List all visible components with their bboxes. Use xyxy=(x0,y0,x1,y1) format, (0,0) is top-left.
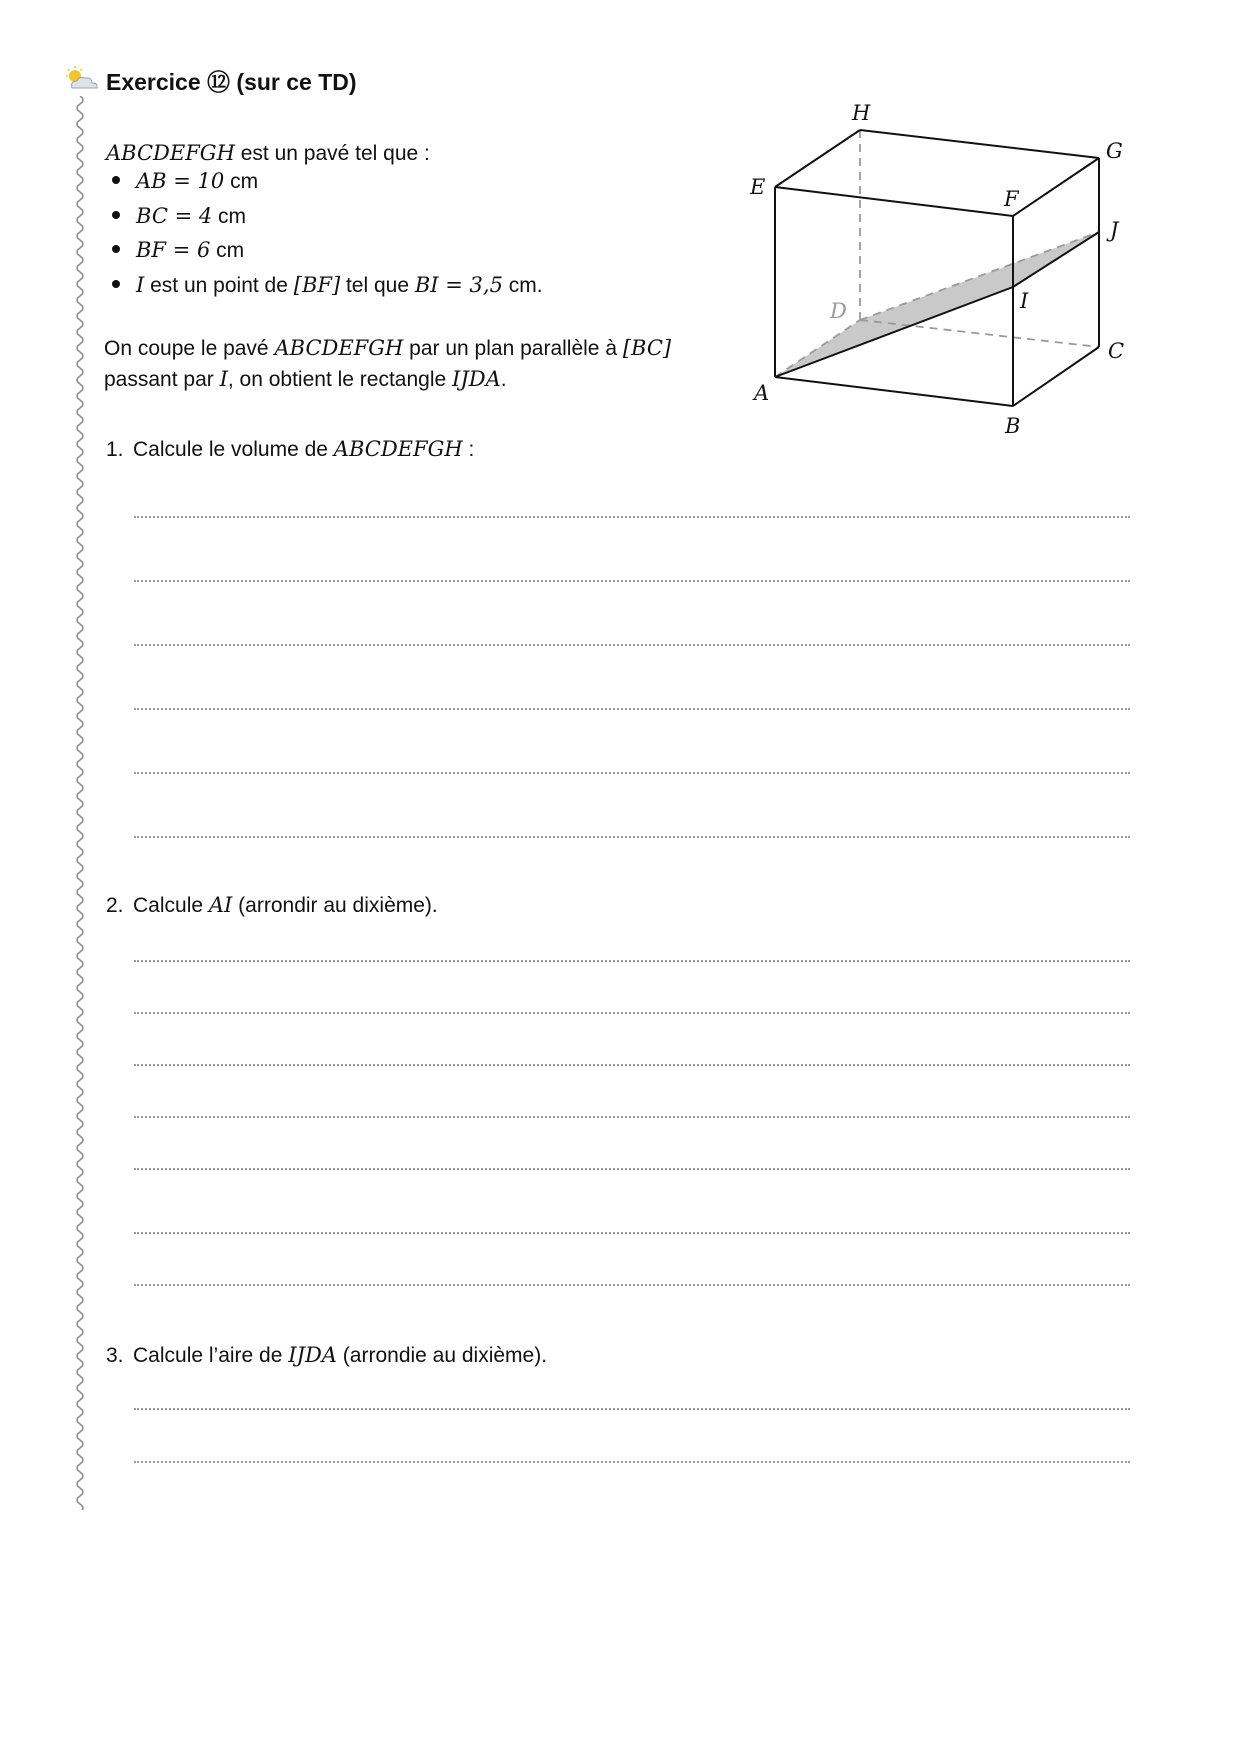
bullet-math: I xyxy=(136,272,145,297)
intro-line xyxy=(106,143,430,164)
answer-line[interactable] xyxy=(134,516,1130,518)
answer-line[interactable] xyxy=(134,1461,1130,1463)
label-a: A xyxy=(754,381,770,405)
bullet-math: BC = 4 xyxy=(136,203,213,228)
answer-line[interactable] xyxy=(134,708,1130,710)
answer-line[interactable] xyxy=(134,960,1130,962)
edge-ef xyxy=(775,187,1013,216)
label-g: G xyxy=(1106,139,1123,163)
bullet-text: cm. xyxy=(502,273,543,297)
edge-ab xyxy=(775,377,1013,406)
answer-line[interactable] xyxy=(134,1232,1130,1234)
para-text: passant par xyxy=(104,368,220,391)
label-b: B xyxy=(1005,414,1021,438)
bullet-text: cm xyxy=(212,204,247,228)
bullet-math: [BF] xyxy=(293,272,341,297)
question-text: (arrondie au dixième). xyxy=(336,1344,548,1367)
label-d: D xyxy=(830,299,847,323)
list-item xyxy=(112,273,543,308)
answer-line[interactable] xyxy=(134,772,1130,774)
answer-line[interactable] xyxy=(134,1408,1130,1410)
question-1 xyxy=(106,437,474,462)
answer-line[interactable] xyxy=(134,1012,1130,1014)
sun-cloud-icon xyxy=(64,66,100,92)
para-math: I xyxy=(219,367,228,391)
label-h: H xyxy=(852,101,871,125)
question-number: 2. xyxy=(106,894,124,917)
label-j: J xyxy=(1110,218,1119,242)
para-text: par un plan parallèle à xyxy=(403,337,623,360)
question-math: ABCDEFGH xyxy=(333,437,463,461)
bullet-text: cm xyxy=(210,239,245,262)
section-ijda xyxy=(775,232,1099,377)
question-math: IJDA xyxy=(288,1343,337,1367)
bullet-text: cm xyxy=(224,170,259,193)
list-item xyxy=(112,204,543,239)
cut-description xyxy=(104,333,684,395)
bullet-text: est un point de xyxy=(144,273,294,297)
question-text: (arrondir au dixième). xyxy=(232,894,438,917)
para-math: [BC] xyxy=(622,336,672,360)
answer-line[interactable] xyxy=(134,1116,1130,1118)
bullet-math: BI = 3,5 xyxy=(414,272,503,297)
bullet-text: tel que xyxy=(340,273,415,297)
answer-line[interactable] xyxy=(134,1064,1130,1066)
question-2 xyxy=(106,893,438,918)
intro-text: est un pavé tel que : xyxy=(240,142,430,165)
question-number: 1. xyxy=(106,438,124,461)
bullet-math: BF = 6 xyxy=(136,238,211,262)
edge-fg xyxy=(1013,158,1099,216)
list-item xyxy=(112,169,543,204)
question-text: : xyxy=(462,438,475,461)
given-list xyxy=(112,169,543,307)
para-text: On coupe le pavé xyxy=(104,337,275,360)
para-text: , on obtient le rectangle xyxy=(227,368,453,391)
margin-wavy-line xyxy=(72,96,88,1510)
answer-line[interactable] xyxy=(134,1284,1130,1286)
edge-ai xyxy=(775,287,1013,377)
question-text: Calcule l’aire de xyxy=(133,1344,289,1367)
question-math: AI xyxy=(208,893,233,917)
label-e: E xyxy=(750,175,766,199)
answer-line[interactable] xyxy=(134,1168,1130,1170)
answer-line[interactable] xyxy=(134,644,1130,646)
question-text: Calcule le volume de xyxy=(133,438,334,461)
edge-gh xyxy=(860,130,1099,158)
label-i: I xyxy=(1020,289,1029,313)
exercise-title: Exercice ⑫ (sur ce TD) xyxy=(106,69,357,95)
bullet-math: AB = 10 xyxy=(136,169,225,193)
intro-math: ABCDEFGH xyxy=(106,141,235,165)
para-math: ABCDEFGH xyxy=(274,336,404,360)
question-number: 3. xyxy=(106,1344,124,1367)
question-text: Calcule xyxy=(133,894,209,917)
para-math: IJDA xyxy=(452,367,501,391)
list-item xyxy=(112,238,543,273)
question-3 xyxy=(106,1343,547,1368)
para-text: . xyxy=(500,368,507,391)
hidden-edge-dj xyxy=(860,232,1099,320)
cuboid-figure xyxy=(740,100,1140,440)
answer-line[interactable] xyxy=(134,580,1130,582)
label-c: C xyxy=(1108,339,1125,363)
edge-bc xyxy=(1013,347,1099,406)
label-f: F xyxy=(1004,187,1019,211)
edge-he xyxy=(775,130,860,187)
answer-line[interactable] xyxy=(134,836,1130,838)
